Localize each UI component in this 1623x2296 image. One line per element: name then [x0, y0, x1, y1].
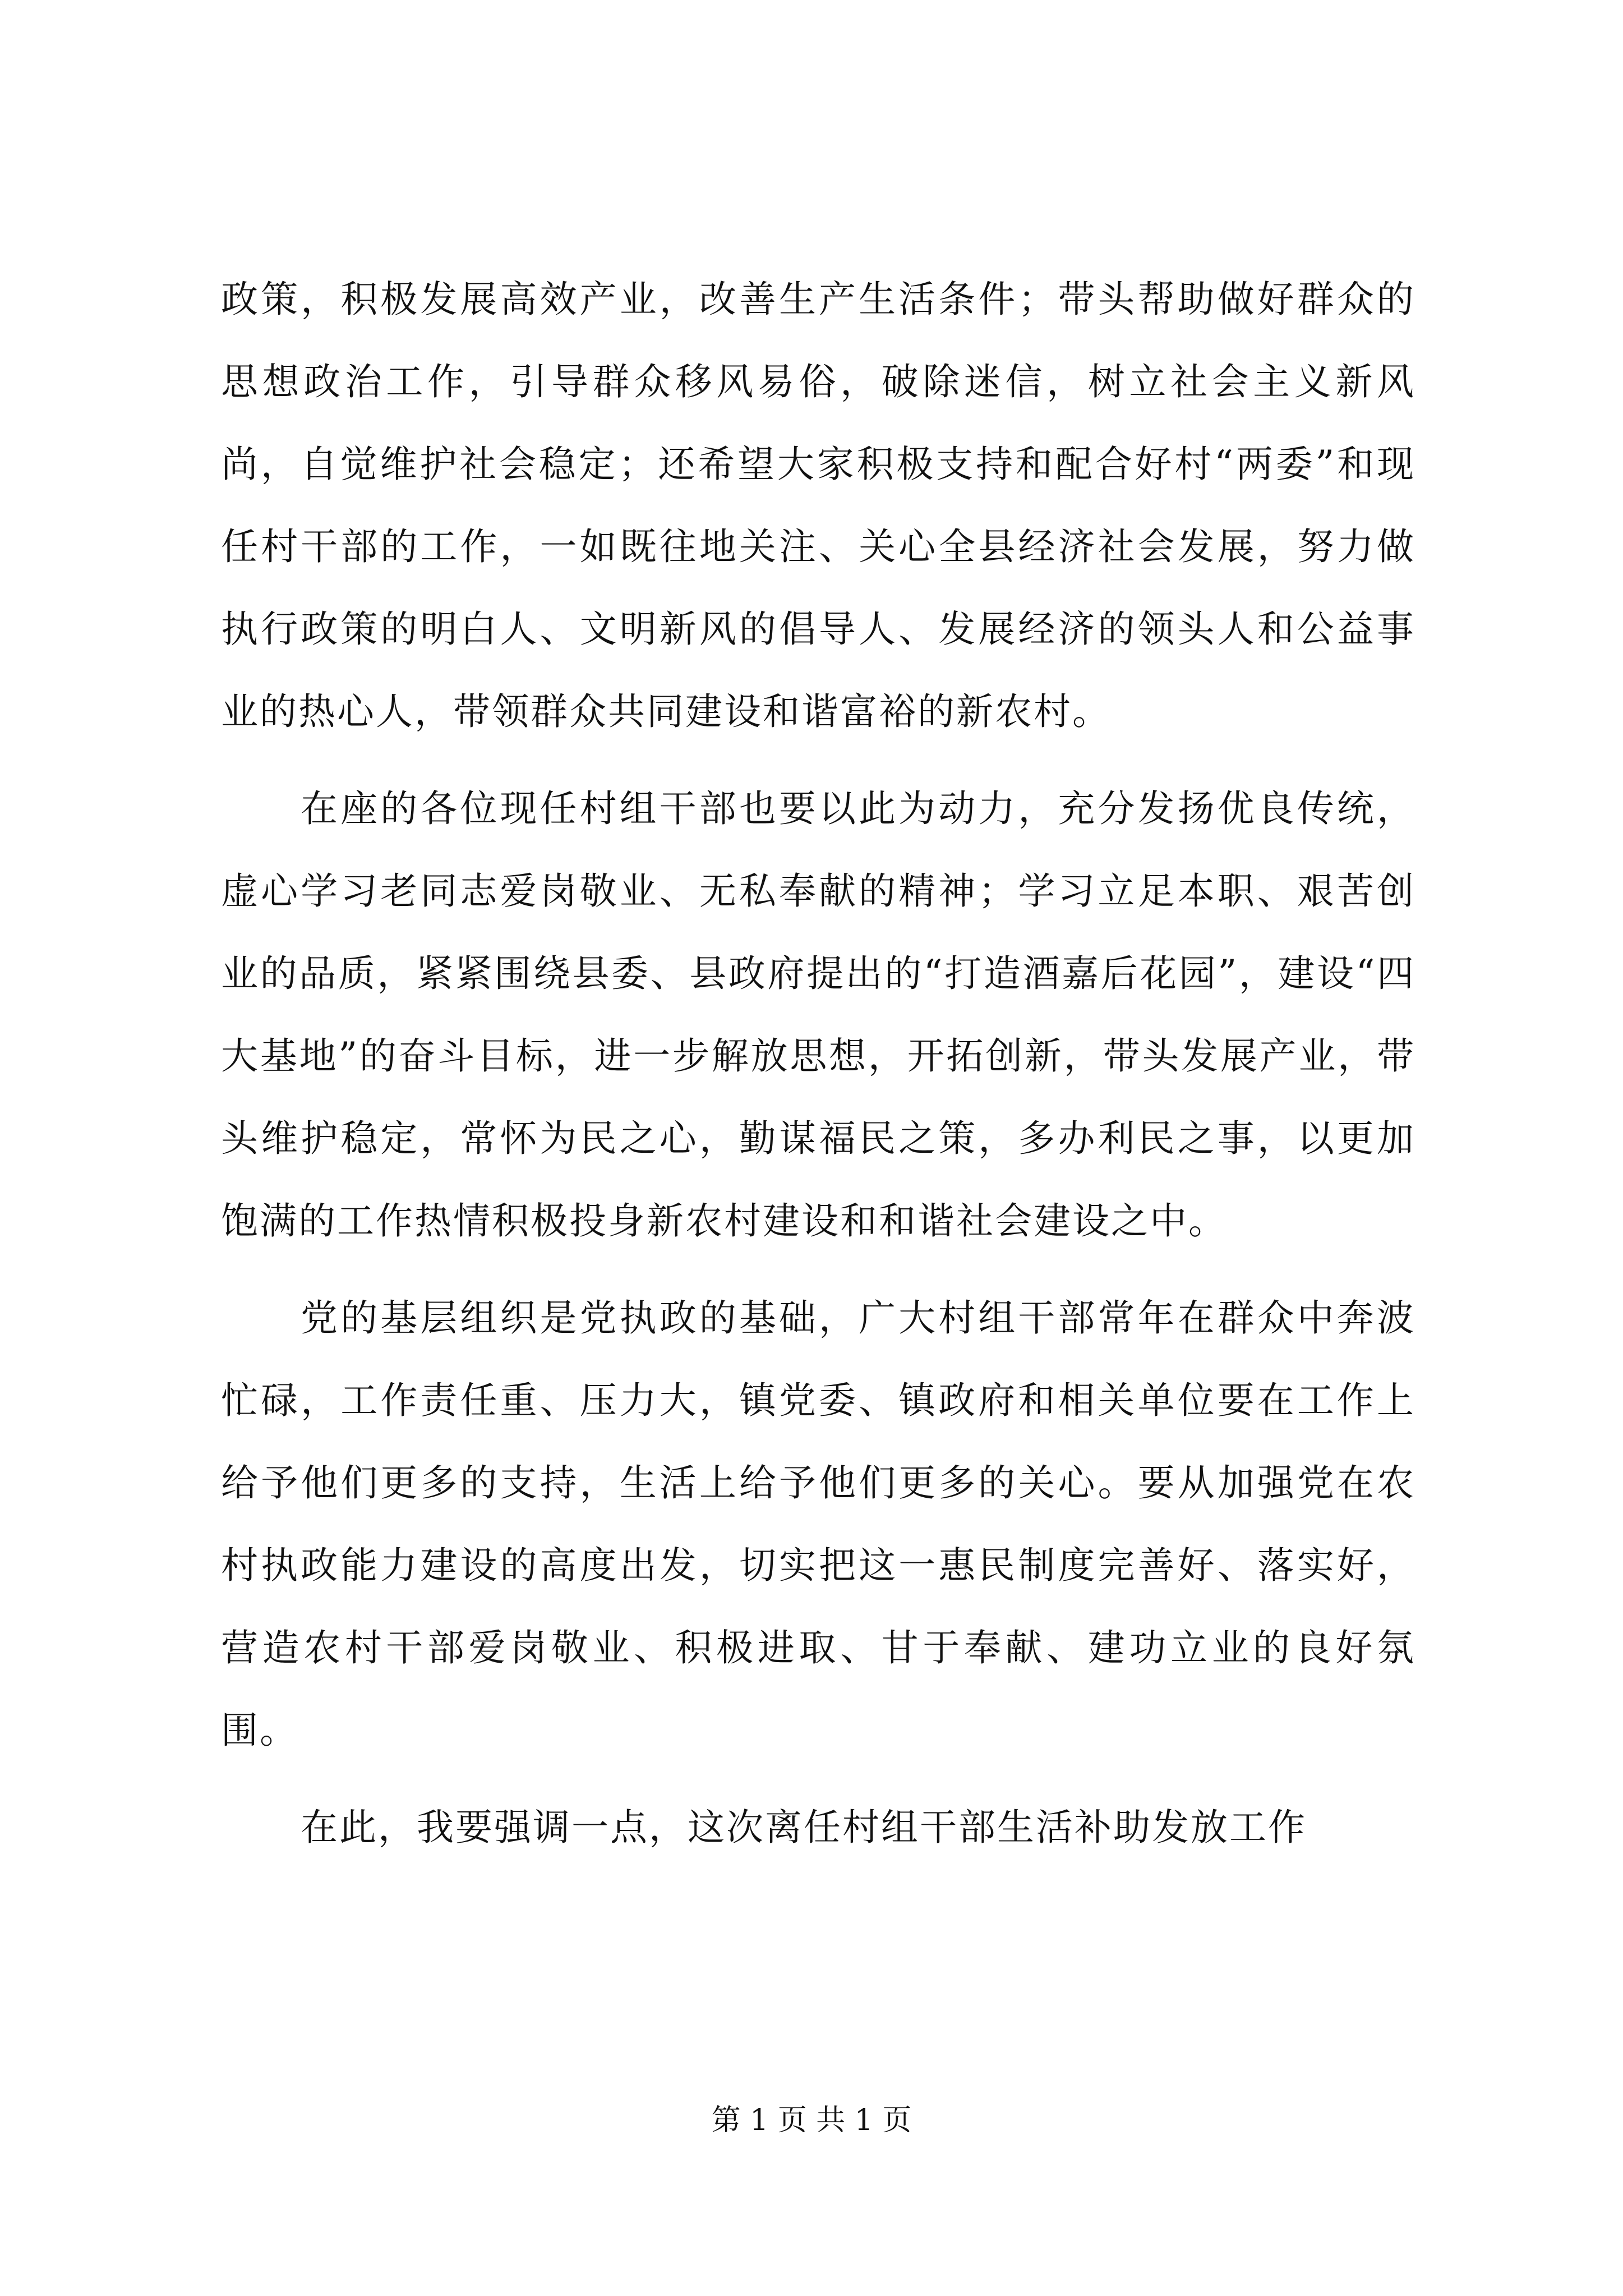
page-footer: 第 1 页 共 1 页 [711, 2104, 912, 2137]
paragraph-1: 政策，积极发展高效产业，改善生产生活条件；带头帮助做好群众的思想政治工作，引导群众移风易俗，破除迷信，树立社会主义新风尚，自觉维护社会稳定；还希望大家积极支持和配合好村“两委”和现任村干部的工作，一如既往地关注、关心全县经济社会发展，努力做执行政策的明白人、文明新风的倡导人、发展经济的领头人和公益事业的热心人，带领群众共同建设和谐富裕的新农村。 [221, 278, 1415, 733]
paragraph-3: 党的基层组织是党执政的基础，广大村组干部常年在群众中奔波忙碌，工作责任重、压力大，镇党委、镇政府和相关单位要在工作上给予他们更多的支持，生活上给予他们更多的关心。要从加强党在农村执政能力建设的高度出发，切实把这一惠民制度完善好、落实好，营造农村干部爱岗敬业、积极进取、甘于奉献、建功立业的良好氛围。 [221, 1296, 1415, 1752]
document-body [221, 258, 1415, 1883]
paragraph-4: 在此，我要强调一点，这次离任村组干部生活补助发放工作 [301, 1806, 1307, 1849]
paragraph-2: 在座的各位现任村组干部也要以此为动力，充分发扬优良传统，虚心学习老同志爱岗敬业、无私奉献的精神；学习立足本职、艰苦创业的品质，紧紧围绕县委、县政府提出的“打造酒嘉后花园”，建设“四大基地”的奋斗目标，进一步解放思想，开拓创新，带头发展产业，带头维护稳定，常怀为民之心，勤谋福民之策，多办利民之事，以更加饱满的工作热情积极投身新农村建设和和谐社会建设之中。 [221, 787, 1415, 1243]
